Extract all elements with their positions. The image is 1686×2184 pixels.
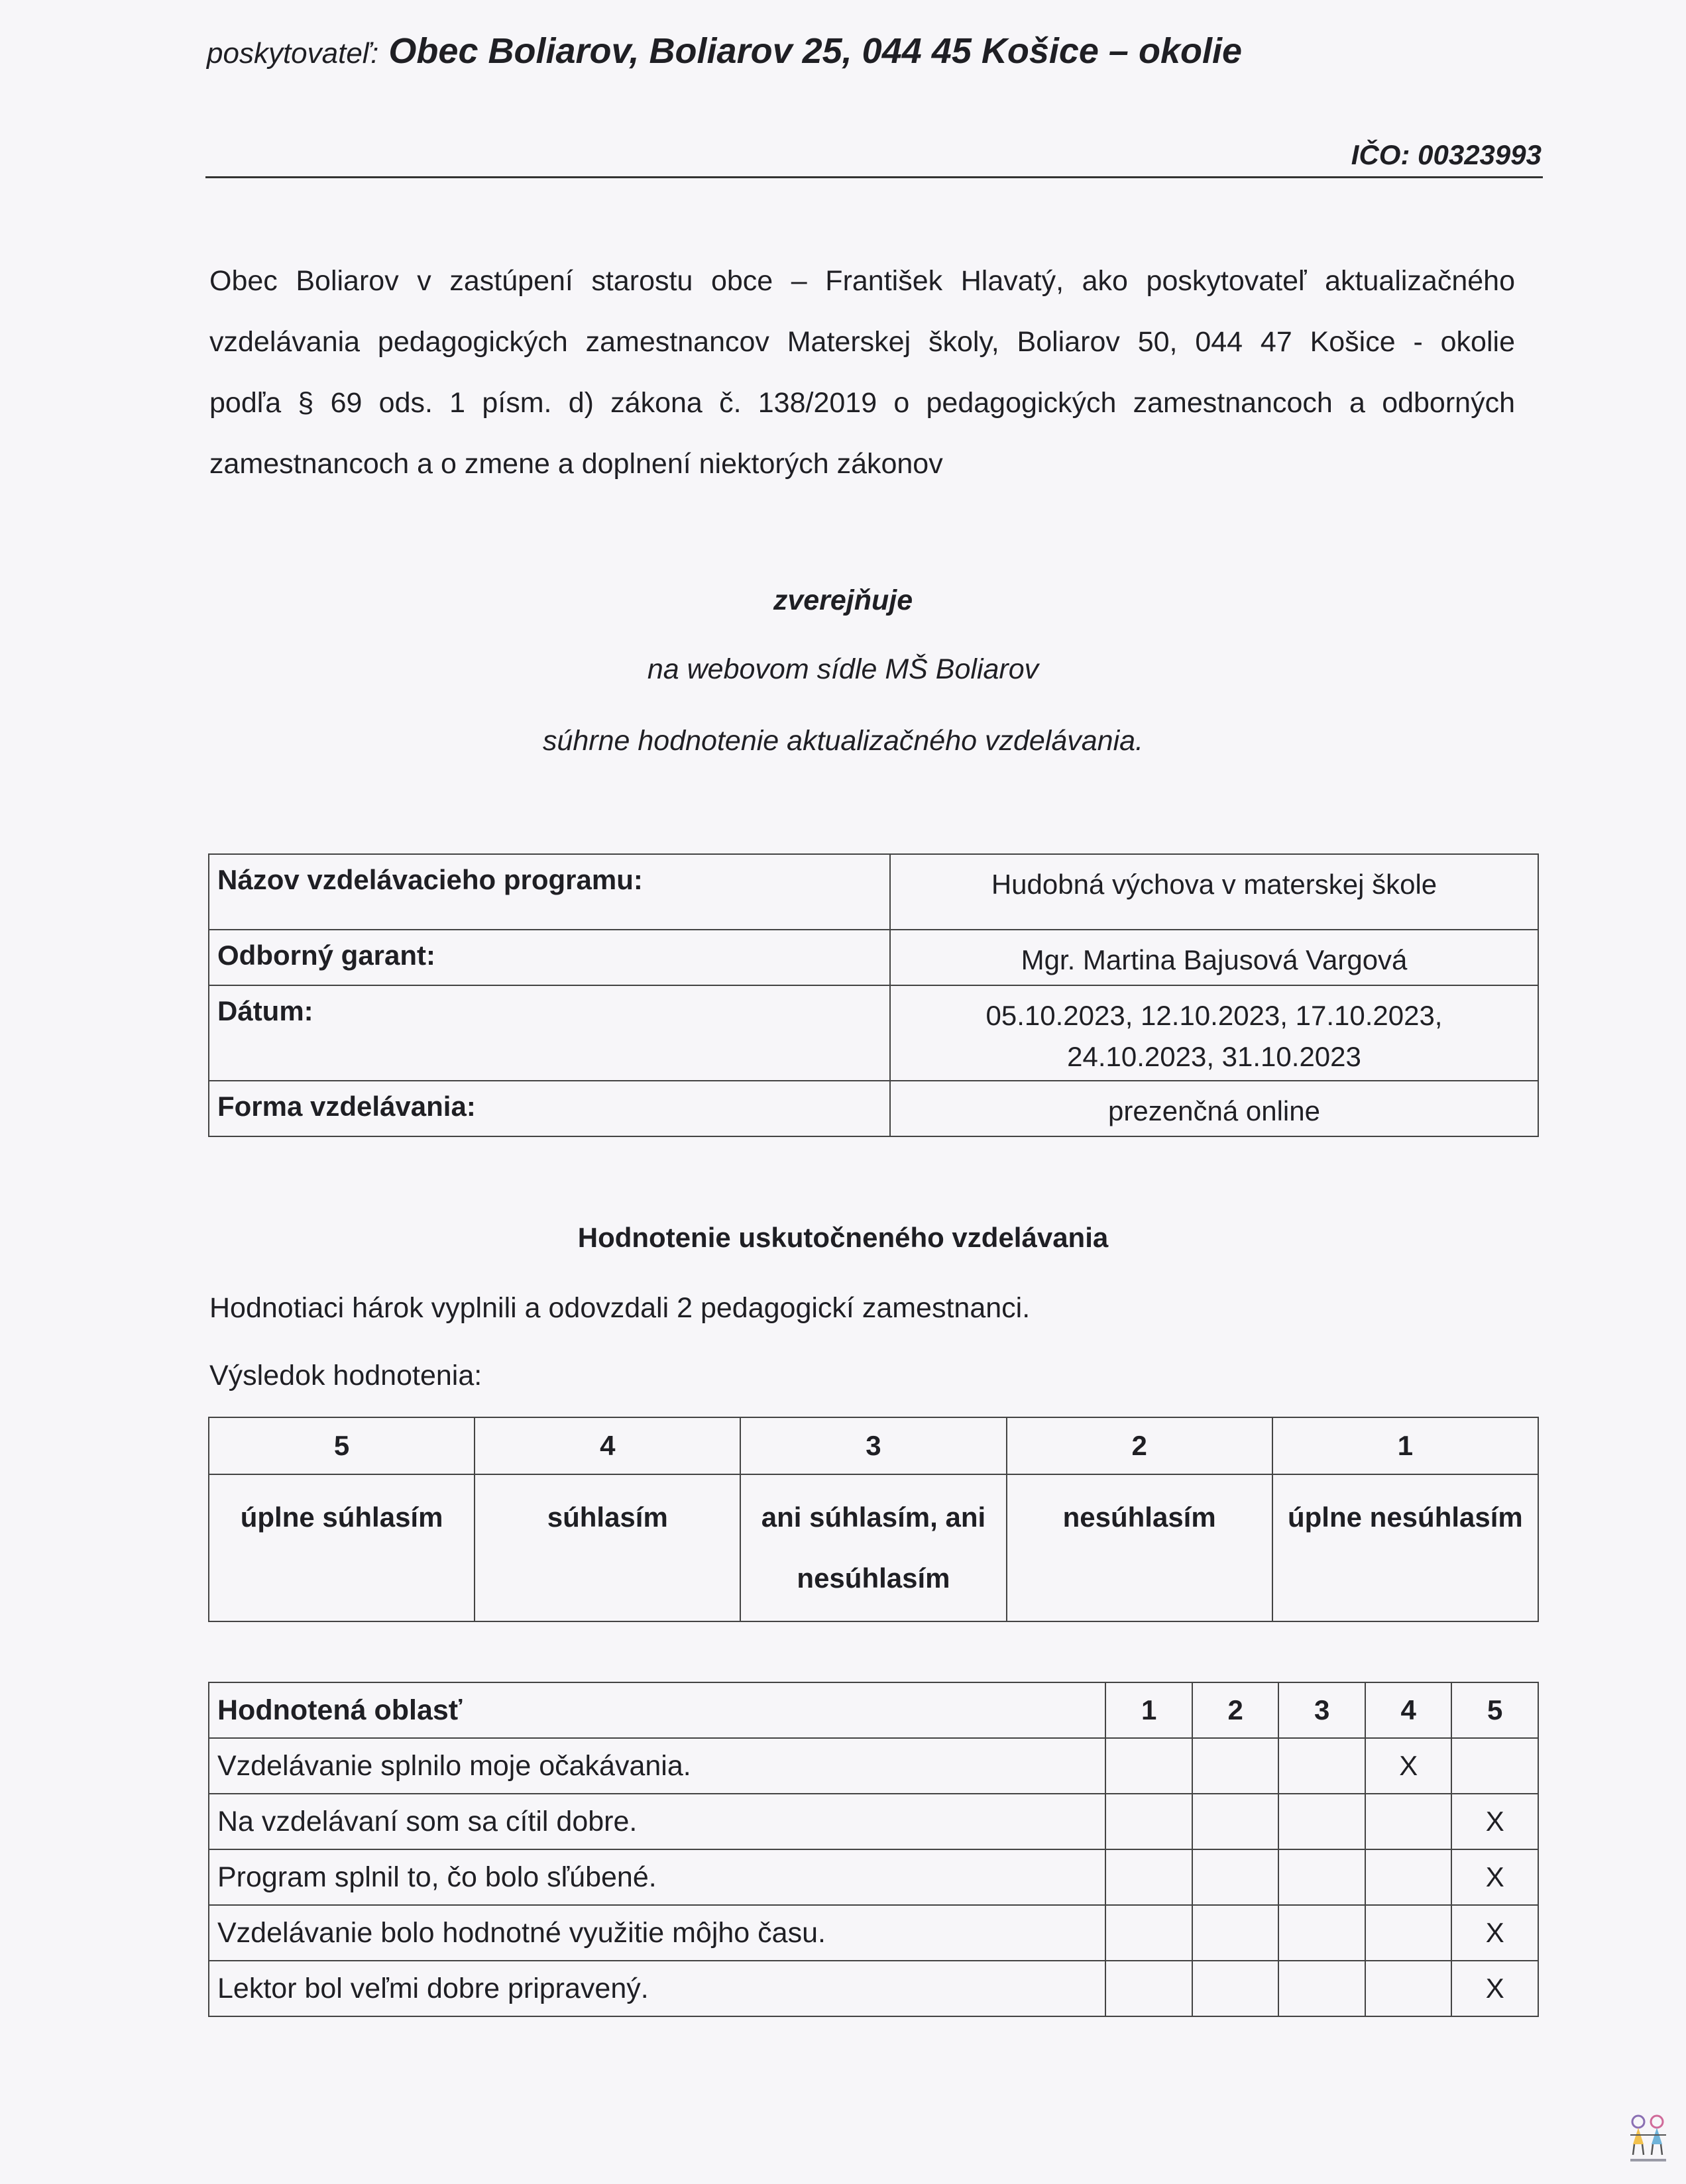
provider-label: poskytovateľ:: [207, 37, 379, 70]
scale-label: úplne nesúhlasím: [1272, 1474, 1538, 1621]
kindergarten-logo-icon: [1625, 2110, 1671, 2165]
score-mark: [1105, 1849, 1192, 1905]
score-mark: [1105, 1794, 1192, 1849]
evaluated-area: Lektor bol veľmi dobre pripravený.: [209, 1961, 1105, 2016]
scale-label: úplne súhlasím: [209, 1474, 475, 1621]
announcement-subject: súhrne hodnotenie aktualizačného vzdelávania.: [542, 725, 1144, 757]
results-header-row: [209, 1682, 1538, 1738]
evaluated-area: Vzdelávanie bolo hodnotné využitie môjho času.: [209, 1905, 1105, 1961]
scale-number: 5: [209, 1417, 475, 1474]
scale-label-line: ani súhlasím, ani: [761, 1502, 986, 1533]
score-mark: X: [1365, 1738, 1452, 1794]
score-mark: [1278, 1738, 1365, 1794]
intro-paragraph: [209, 250, 1515, 494]
score-mark: [1105, 1738, 1192, 1794]
area-header: Hodnotená oblasť: [209, 1682, 1105, 1738]
score-mark: [1192, 1794, 1279, 1849]
date-line: 05.10.2023, 12.10.2023, 17.10.2023,: [985, 1000, 1443, 1031]
info-row: [209, 985, 1538, 1081]
info-value: Mgr. Martina Bajusová Vargová: [890, 930, 1538, 985]
scale-label-line: nesúhlasím: [797, 1562, 950, 1594]
info-value: Hudobná výchova v materskej škole: [890, 854, 1538, 930]
score-mark: [1278, 1794, 1365, 1849]
intro-line: podľa § 69 ods. 1 písm. d) zákona č. 138/2019 o pedagogických zamestnancoch a odborných: [209, 387, 1515, 419]
score-mark: X: [1451, 1905, 1538, 1961]
intro-line: vzdelávania pedagogických zamestnancov Materskej školy, Boliarov 50, 044 47 Košice - okolie: [209, 326, 1515, 358]
score-mark: X: [1451, 1794, 1538, 1849]
header-divider: [205, 176, 1543, 178]
scale-number: 4: [475, 1417, 740, 1474]
program-info-table: [208, 853, 1539, 1137]
score-mark: [1192, 1961, 1279, 2016]
results-row: [209, 1794, 1538, 1849]
score-mark: [1278, 1961, 1365, 2016]
evaluated-area: Na vzdelávaní som sa cítil dobre.: [209, 1794, 1105, 1849]
score-mark: [1105, 1961, 1192, 2016]
scale-label-row: [209, 1474, 1538, 1621]
score-header: 1: [1105, 1682, 1192, 1738]
score-mark: [1278, 1849, 1365, 1905]
info-row: [209, 930, 1538, 985]
results-row: [209, 1849, 1538, 1905]
evaluation-summary: Hodnotiaci hárok vyplnili a odovzdali 2 pedagogickí zamestnanci.: [209, 1292, 1031, 1324]
score-mark: X: [1451, 1961, 1538, 2016]
info-key: Názov vzdelávacieho programu:: [209, 854, 890, 930]
scale-number-row: [209, 1417, 1538, 1474]
score-mark: [1365, 1905, 1452, 1961]
results-row: [209, 1961, 1538, 2016]
rating-scale-table: [208, 1417, 1539, 1622]
score-mark: [1105, 1905, 1192, 1961]
score-mark: [1192, 1849, 1279, 1905]
info-key: Odborný garant:: [209, 930, 890, 985]
score-mark: [1365, 1849, 1452, 1905]
score-mark: [1278, 1905, 1365, 1961]
score-mark: X: [1451, 1849, 1538, 1905]
provider-header: [207, 30, 1242, 72]
date-line: 24.10.2023, 31.10.2023: [1067, 1041, 1361, 1072]
scale-label: nesúhlasím: [1007, 1474, 1272, 1621]
info-row: [209, 854, 1538, 930]
provider-value: Obec Boliarov, Boliarov 25, 044 45 Košice – okolie: [388, 31, 1243, 71]
announcement-location: na webovom sídle MŠ Boliarov: [647, 653, 1039, 685]
score-header: 5: [1451, 1682, 1538, 1738]
scale-number: 2: [1007, 1417, 1272, 1474]
scale-number: 3: [740, 1417, 1006, 1474]
evaluation-title: Hodnotenie uskutočneného vzdelávania: [577, 1222, 1109, 1253]
score-mark: [1192, 1905, 1279, 1961]
result-label: Výsledok hodnotenia:: [209, 1360, 482, 1392]
scale-label: súhlasím: [475, 1474, 740, 1621]
ico-number: IČO: 00323993: [1351, 139, 1542, 170]
intro-line: Obec Boliarov v zastúpení starostu obce – František Hlavatý, ako poskytovateľ aktualizačného: [209, 265, 1515, 297]
intro-line: zamestnancoch a o zmene a doplnení niektorých zákonov: [209, 448, 943, 480]
score-mark: [1365, 1961, 1452, 2016]
info-key: Dátum:: [209, 985, 890, 1081]
results-row: [209, 1905, 1538, 1961]
evaluation-results-table: [208, 1682, 1539, 2017]
scale-number: 1: [1272, 1417, 1538, 1474]
info-key: Forma vzdelávania:: [209, 1081, 890, 1136]
score-header: 4: [1365, 1682, 1452, 1738]
info-value: [890, 985, 1538, 1081]
score-header: 2: [1192, 1682, 1279, 1738]
info-value: prezenčná online: [890, 1081, 1538, 1136]
scale-label: [740, 1474, 1006, 1621]
score-header: 3: [1278, 1682, 1365, 1738]
evaluated-area: Program splnil to, čo bolo sľúbené.: [209, 1849, 1105, 1905]
evaluated-area: Vzdelávanie splnilo moje očakávania.: [209, 1738, 1105, 1794]
score-mark: [1451, 1738, 1538, 1794]
announcement-verb: zverejňuje: [773, 584, 913, 616]
score-mark: [1192, 1738, 1279, 1794]
score-mark: [1365, 1794, 1452, 1849]
info-row: [209, 1081, 1538, 1136]
results-row: [209, 1738, 1538, 1794]
